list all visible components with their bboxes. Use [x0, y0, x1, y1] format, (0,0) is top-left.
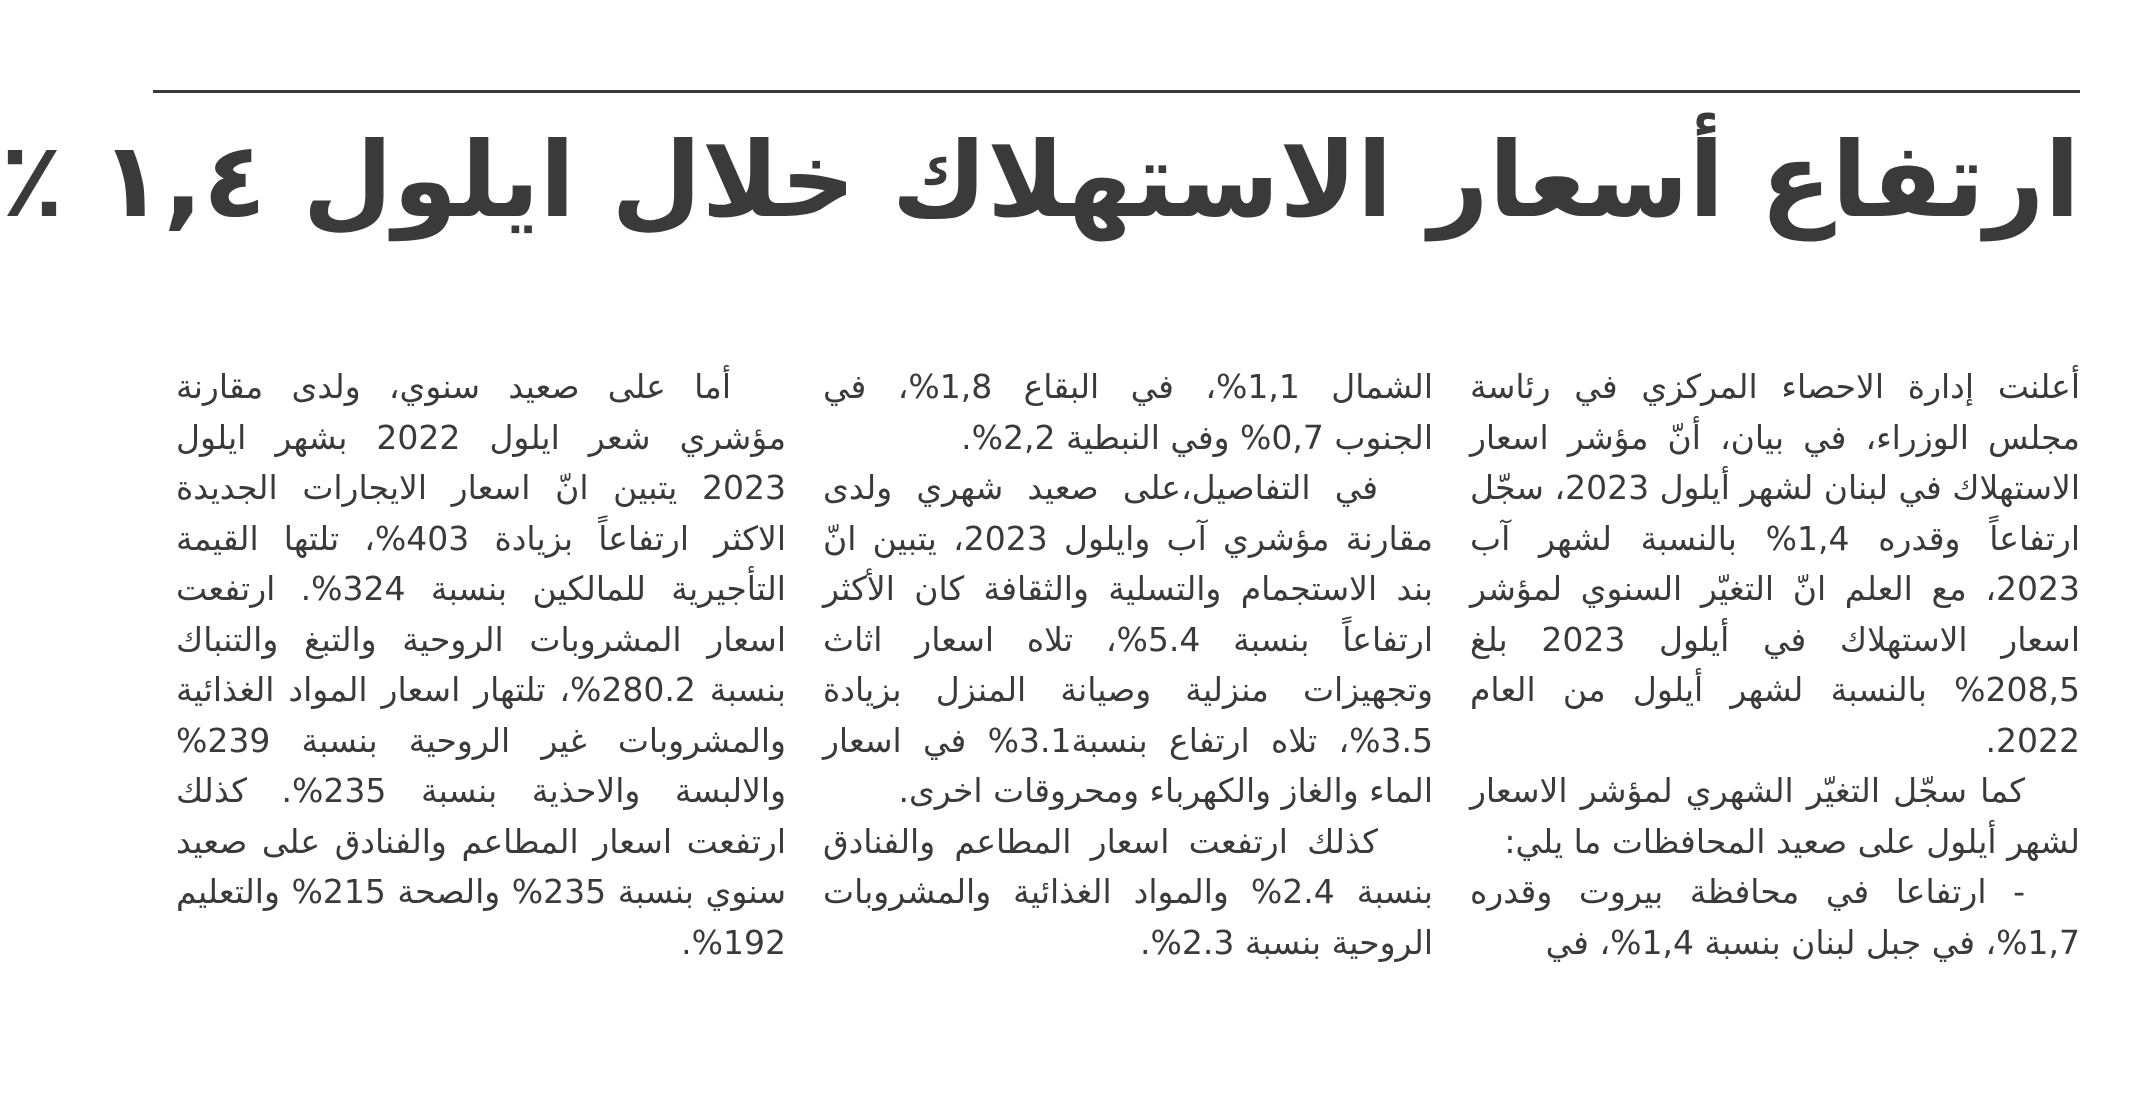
paragraph: كما سجّل التغيّر الشهري لمؤشر الاسعار لشهر أيلول على صعيد المحافظات ما يلي:	[1470, 771, 2080, 861]
top-rule	[153, 90, 2080, 93]
article-column-1	[1470, 362, 2080, 1062]
paragraph: أعلنت إدارة الاحصاء المركزي في رئاسة مجلس الوزراء، في بيان، أنّ مؤشر اسعار الاستهلاك في لبنان لشهر أيلول 2023، سجّل ارتفاعاً وقدره 1,4% بالنسبة لشهر آب 2023، مع العلم انّ التغيّر السنوي لمؤشر اسعار الاستهلاك في أيلول 2023 بلغ 208,5% بالنسبة لشهر أيلول من العام 2022.	[1470, 367, 2080, 760]
article-headline: ارتفاع أسعار الاستهلاك خلال ايلول ١,٤ ٪	[0, 119, 2080, 241]
paragraph: في التفاصيل،على صعيد شهري ولدى مقارنة مؤشري آب وايلول 2023، يتبين انّ بند الاستجمام والتسلية والثقافة كان الأكثر ارتفاعاً بنسبة 5.4%، تلاه اسعار اثاث وتجهيزات منزلية وصيانة المنزل بزيادة 3.5%، تلاه ارتفاع بنسبة3.1% في اسعار الماء والغاز والكهرباء ومحروقات اخرى.	[823, 468, 1433, 810]
paragraph: - ارتفاعا في محافظة بيروت وقدره 1,7%، في جبل لبنان بنسبة 1,4%، في	[1470, 872, 2080, 962]
paragraph: كذلك ارتفعت اسعار المطاعم والفنادق بنسبة 2.4% والمواد الغذائية والمشروبات الروحية بنسبة 2.3%.	[823, 821, 1433, 962]
article-column-2	[823, 362, 1433, 1062]
paragraph: الشمال 1,1%، في البقاع 1,8%، في الجنوب 0,7% وفي النبطية 2,2%.	[823, 367, 1433, 457]
paragraph: أما على صعيد سنوي، ولدى مقارنة مؤشري شعر ايلول 2022 بشهر ايلول 2023 يتبين انّ اسعار الايجارات الجديدة الاكثر ارتفاعاً بزيادة 403%، تلتها القيمة التأجيرية للمالكين بنسبة 324%. ارتفعت اسعار المشروبات الروحية والتبغ والتنباك بنسبة 280.2%، تلتهار اسعار المواد الغذائية والمشروبات غير الروحية بنسبة 239% والالبسة والاحذية بنسبة 235%. كذلك ارتفعت اسعار المطاعم والفنادق على صعيد سنوي بنسبة 235% والصحة 215% والتعليم 192%.	[176, 367, 787, 962]
article-column-3	[176, 362, 786, 1062]
